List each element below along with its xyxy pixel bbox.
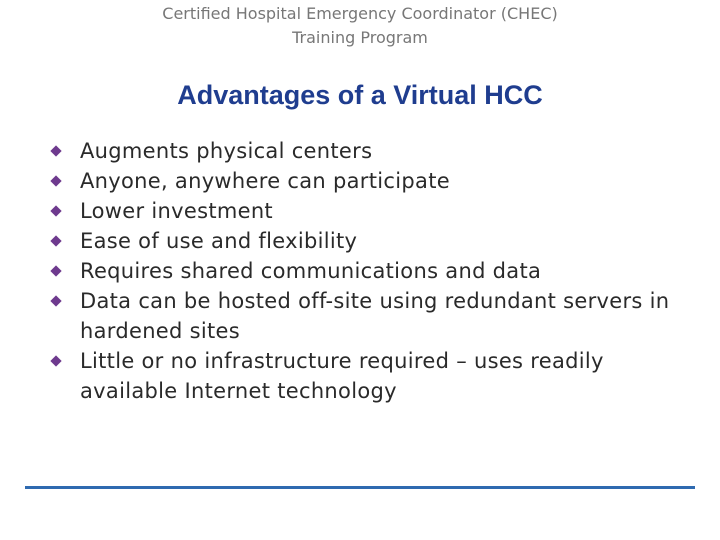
bullet-item	[50, 226, 700, 256]
bullet-item-label: Augments physical centers	[80, 139, 373, 163]
bullet-list	[50, 136, 700, 406]
diamond-bullet-icon	[50, 295, 61, 306]
diamond-bullet-icon	[50, 355, 61, 366]
bullet-item	[50, 196, 700, 226]
program-header	[0, 2, 720, 50]
bullet-item-label: Anyone, anywhere can participate	[80, 169, 450, 193]
bullet-item	[50, 136, 700, 166]
bullet-item	[50, 166, 700, 196]
diamond-bullet-icon	[50, 145, 61, 156]
bullet-item-label: Data can be hosted off-site using redundant servers in hardened sites	[80, 289, 670, 343]
footer-rule	[25, 486, 695, 489]
bullet-item-label: Requires shared communications and data	[80, 259, 542, 283]
bullet-item	[50, 286, 700, 346]
bullet-item	[50, 256, 700, 286]
bullet-item-label: Lower investment	[80, 199, 273, 223]
program-header-line-2: Training Program	[292, 28, 428, 47]
bullet-item	[50, 346, 700, 406]
program-header-line-1: Certified Hospital Emergency Coordinator (CHEC)	[162, 4, 558, 23]
diamond-bullet-icon	[50, 235, 61, 246]
diamond-bullet-icon	[50, 175, 61, 186]
diamond-bullet-icon	[50, 265, 61, 276]
bullet-item-label: Ease of use and flexibility	[80, 229, 358, 253]
bullet-item-label: Little or no infrastructure required – uses readily available Internet technology	[80, 349, 604, 403]
diamond-bullet-icon	[50, 205, 61, 216]
slide-title: Advantages of a Virtual HCC	[177, 80, 543, 110]
